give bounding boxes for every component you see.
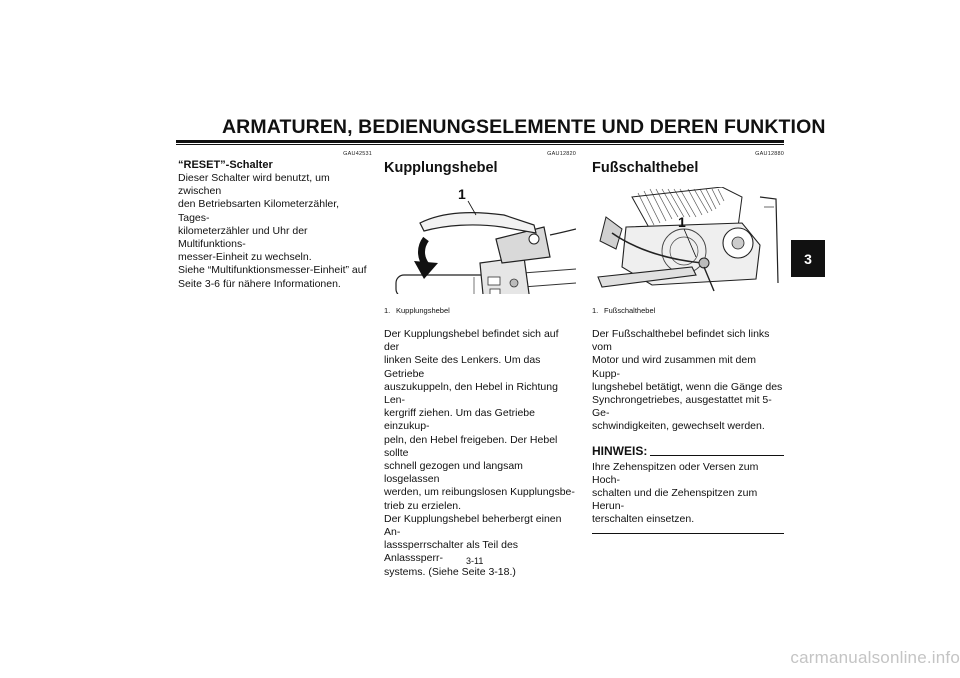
- caption-text: Kupplungshebel: [396, 306, 450, 315]
- header-rule: [176, 140, 784, 143]
- watermark: carmanualsonline.info: [790, 648, 960, 667]
- text-line: Siehe “Multifunktionsmesser-Einheit” auf: [178, 264, 367, 277]
- text-line: lungshebel betätigt, wenn die Gänge des: [592, 380, 783, 393]
- text-line: Ihre Zehenspitzen oder Versen zum Hoch-: [592, 460, 759, 486]
- text-line: trieb zu erzielen.: [384, 499, 462, 512]
- caption-number: 1.: [592, 306, 599, 315]
- column-shift-pedal: [592, 150, 784, 534]
- text-line: linken Seite des Lenkers. Um das Getriebe: [384, 354, 541, 380]
- shift-pedal-text: [592, 328, 784, 434]
- note-label: HINWEIS:: [592, 443, 648, 458]
- note-rule: [650, 455, 784, 456]
- text-line: Der Fußschalthebel befindet sich links vom: [592, 328, 770, 354]
- text-line: systems. (Siehe Seite 3-18.): [384, 565, 516, 578]
- column-reset-switch: [178, 150, 372, 291]
- text-line: messer-Einheit zu wechseln.: [178, 251, 312, 264]
- text-line: peln, den Hebel freigeben. Der Hebel sollte: [384, 433, 558, 459]
- clutch-lever-caption: [384, 306, 576, 316]
- text-line: kergriff ziehen. Um das Getriebe einzukup-: [384, 407, 535, 433]
- note-text: [592, 461, 784, 527]
- caption-number: 1.: [384, 306, 391, 315]
- text-line: lasssperrschalter als Teil des Anlasssperr-: [384, 539, 519, 565]
- note-block: [592, 444, 784, 534]
- header-rule-thin: [176, 144, 784, 145]
- section-code: GAU12880: [755, 151, 784, 157]
- clutch-lever-figure: [384, 187, 576, 294]
- text-line: Seite 3-6 für nähere Informationen.: [178, 277, 341, 290]
- text-line: Motor und wird zusammen mit dem Kupp-: [592, 354, 756, 380]
- shift-pedal-figure: [592, 187, 784, 294]
- text-line: kilometerzähler und Uhr der Multifunktions-: [178, 224, 308, 251]
- reset-switch-text: [178, 172, 372, 291]
- page-header-title: ARMATUREN, BEDIENUNGSELEMENTE UND DEREN FUNKTION: [222, 116, 826, 138]
- shift-pedal-caption: [592, 306, 784, 316]
- text-line: Der Kupplungshebel befindet sich auf der: [384, 328, 559, 354]
- shift-pedal-heading: Fußschalthebel: [592, 160, 699, 176]
- shift-pedal-illustration: [592, 187, 784, 294]
- text-line: schalten und die Zehenspitzen zum Herun-: [592, 487, 758, 513]
- caption-text: Fußschalthebel: [604, 306, 656, 315]
- section-code: GAU42531: [343, 151, 372, 157]
- text-line: auszukuppeln, den Hebel in Richtung Len-: [384, 380, 558, 407]
- section-code: GAU12820: [547, 151, 576, 157]
- text-line: terschalten einsetzen.: [592, 513, 695, 526]
- column-clutch-lever: [384, 150, 576, 579]
- figure-callout: 1: [678, 214, 686, 230]
- text-line: Der Kupplungshebel beherbergt einen An-: [384, 512, 562, 539]
- clutch-lever-heading: Kupplungshebel: [384, 160, 498, 176]
- note-end-rule: [592, 533, 784, 534]
- clutch-lever-text: [384, 328, 576, 579]
- text-line: Dieser Schalter wird benutzt, um zwischen: [178, 172, 330, 198]
- note-header: [592, 444, 784, 458]
- page-number: 3-11: [466, 556, 484, 566]
- reset-switch-heading: “RESET”-Schalter: [178, 159, 273, 171]
- figure-callout: 1: [458, 187, 466, 202]
- text-line: schnell gezogen und langsam losgelassen: [384, 460, 523, 486]
- text-line: Synchrongetriebes, ausgestattet mit 5-Ge-: [592, 394, 772, 420]
- text-line: den Betriebsarten Kilometerzähler, Tages-: [178, 198, 340, 224]
- text-line: schwindigkeiten, gewechselt werden.: [592, 420, 765, 433]
- clutch-lever-illustration: [384, 187, 576, 294]
- text-line: werden, um reibungslosen Kupplungsbe-: [384, 486, 575, 499]
- chapter-tab[interactable]: 3: [791, 240, 825, 277]
